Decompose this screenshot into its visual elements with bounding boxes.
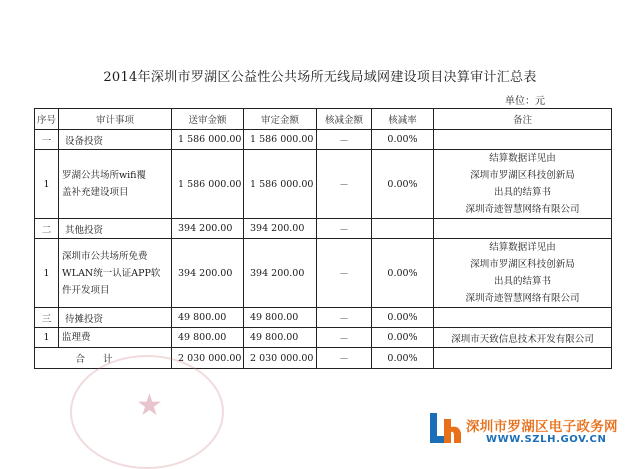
- remarks-cell: [434, 130, 612, 150]
- approved-amount: 49 800.00: [244, 328, 317, 348]
- reduction-rate: 0.00%: [372, 328, 434, 348]
- remark-line: 结算数据详见由: [489, 242, 556, 253]
- header-reduction-rate: 核减率: [372, 109, 434, 130]
- item-number: 1: [35, 239, 59, 308]
- item-name-line: 深圳市公共场所免费: [62, 250, 148, 262]
- remarks-cell: [434, 150, 612, 219]
- header-item: 审计事项: [59, 109, 172, 130]
- remark-line: 深圳市罗湖区科技创新局: [470, 170, 575, 181]
- section-number: 二: [35, 219, 59, 239]
- section-row-other: [35, 219, 612, 239]
- header-approved-amount: 审定金额: [244, 109, 317, 130]
- remarks-cell: 深圳市天致信息技术开发有限公司: [434, 328, 612, 348]
- approved-amount: 49 800.00: [244, 308, 317, 328]
- approved-amount: 1 586 000.00: [244, 150, 317, 219]
- total-reduction-rate: 0.00%: [372, 348, 434, 369]
- section-row-equipment: [35, 130, 612, 150]
- item-name-line: 件开发项目: [62, 284, 110, 296]
- reduction-rate: 0.00%: [372, 130, 434, 150]
- remark-line: 深圳市罗湖区科技创新局: [470, 259, 575, 270]
- item-number: 1: [35, 150, 59, 219]
- total-label: 合计: [35, 348, 172, 369]
- remark-line: 深圳奇迹智慧网络有限公司: [465, 293, 580, 304]
- header-index: 序号: [35, 109, 59, 130]
- reduction-amount: －: [317, 239, 372, 308]
- item-name-line: WLAN统一认证APP软: [62, 267, 161, 279]
- section-number: 三: [35, 308, 59, 328]
- section-number: 一: [35, 130, 59, 150]
- header-submitted-amount: 送审金额: [172, 109, 244, 130]
- item-number: 1: [35, 328, 59, 348]
- reduction-amount: －: [317, 130, 372, 150]
- submitted-amount: 1 586 000.00: [172, 150, 244, 219]
- total-approved-amount: 2 030 000.00: [244, 348, 317, 369]
- item-name: 监理费: [59, 328, 172, 348]
- item-row-wlan-app: [35, 239, 612, 308]
- remarks-cell: [434, 308, 612, 328]
- document-title: 2014年深圳市罗湖区公益性公共场所无线局域网建设项目决算审计汇总表: [103, 70, 537, 85]
- site-watermark-logo: [426, 405, 626, 453]
- remark-line: 出具的结算书: [493, 187, 551, 198]
- reduction-amount: －: [317, 328, 372, 348]
- approved-amount: 394 200.00: [244, 239, 317, 308]
- header-reduction-amount: 核减金额: [317, 109, 372, 130]
- item-row-wifi: [35, 150, 612, 219]
- submitted-amount: 49 800.00: [172, 328, 244, 348]
- unit-label: 单位：元: [505, 96, 545, 107]
- reduction-amount: －: [317, 219, 372, 239]
- remark-line: 深圳奇迹智慧网络有限公司: [465, 204, 580, 215]
- item-name: [59, 239, 172, 308]
- submitted-amount: 1 586 000.00: [172, 130, 244, 150]
- watermark-site-title: 深圳市罗湖区电子政务网: [466, 419, 618, 435]
- approved-amount: 1 586 000.00: [244, 130, 317, 150]
- reduction-rate: 0.00%: [372, 150, 434, 219]
- total-submitted-amount: 2 030 000.00: [172, 348, 244, 369]
- total-reduction-amount: －: [317, 348, 372, 369]
- remark-line: 出具的结算书: [493, 276, 551, 287]
- section-name: 设备投资: [59, 130, 172, 150]
- table-header-row: [35, 109, 612, 130]
- audit-summary-table: [34, 108, 612, 369]
- lh-logo-icon: [426, 407, 466, 447]
- remark-line: 结算数据详见由: [489, 153, 556, 164]
- submitted-amount: 394 200.00: [172, 239, 244, 308]
- reduction-amount: －: [317, 308, 372, 328]
- section-name: 待摊投资: [59, 308, 172, 328]
- header-remarks: 备注: [434, 109, 612, 130]
- reduction-rate: 0.00%: [372, 308, 434, 328]
- submitted-amount: 394 200.00: [172, 219, 244, 239]
- remarks-cell: [434, 239, 612, 308]
- reduction-amount: －: [317, 150, 372, 219]
- submitted-amount: 49 800.00: [172, 308, 244, 328]
- remarks-cell: [434, 348, 612, 369]
- reduction-rate: 0.00%: [372, 239, 434, 308]
- reduction-rate: [372, 219, 434, 239]
- item-name: [59, 150, 172, 219]
- section-row-amortized: [35, 308, 612, 328]
- seal-star-icon: ★: [136, 388, 163, 423]
- watermark-site-url: WWW.SZLH.GOV.CN: [486, 434, 607, 445]
- item-name-line: 罗湖公共场所wifi覆: [62, 170, 147, 181]
- item-row-supervision: [35, 328, 612, 348]
- item-name-line: 盖补充建设项目: [62, 187, 129, 198]
- section-name: 其他投资: [59, 219, 172, 239]
- approved-amount: 394 200.00: [244, 219, 317, 239]
- remarks-cell: [434, 219, 612, 239]
